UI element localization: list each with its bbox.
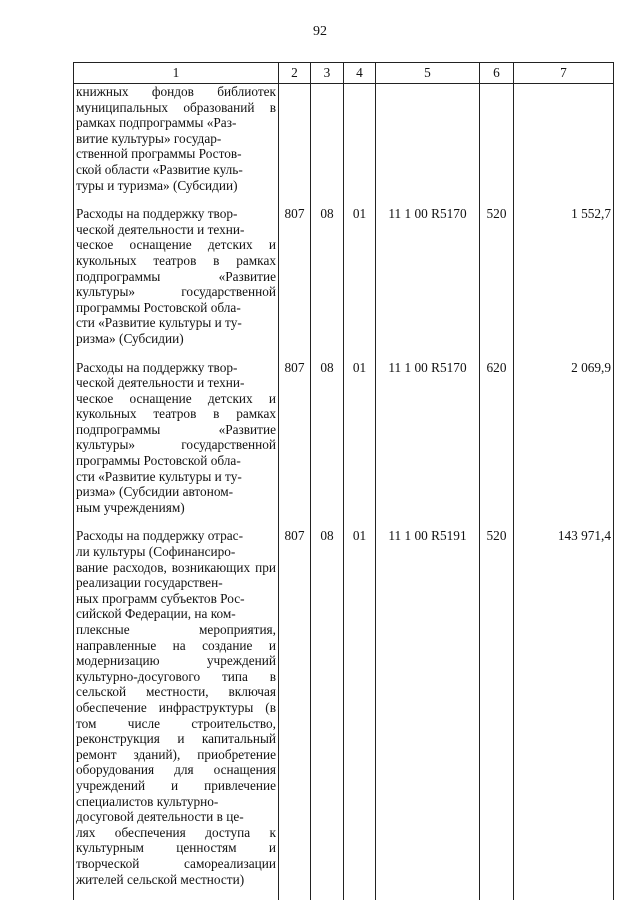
row-subsection: 01 xyxy=(344,528,376,900)
column-header-subsection: 4 xyxy=(344,63,376,84)
row-section: 08 xyxy=(311,528,344,900)
column-header-type: 6 xyxy=(480,63,514,84)
row-amount xyxy=(514,84,614,207)
row-ministry: 807 xyxy=(279,360,311,529)
row-subsection: 01 xyxy=(344,360,376,529)
row-ministry: 807 xyxy=(279,528,311,900)
column-header-target: 5 xyxy=(376,63,480,84)
budget-table xyxy=(73,62,614,900)
row-section: 08 xyxy=(311,360,344,529)
row-target: 11 1 00 R5170 xyxy=(376,360,480,529)
row-type: 520 xyxy=(480,206,514,359)
row-section xyxy=(311,84,344,207)
row-target: 11 1 00 R5191 xyxy=(376,528,480,900)
row-subsection: 01 xyxy=(344,206,376,359)
column-header-ministry: 2 xyxy=(279,63,311,84)
row-description: Расходы на поддержку твор- ческой деятельности и техни- ческое оснащение детских и кукольных театров в рамках подпрограммы «Развитие культуры» государственной программы Ростовской обла- сти «Развитие культуры и ту- ризма» (Субсидии) xyxy=(74,206,279,359)
row-amount: 1 552,7 xyxy=(514,206,614,359)
column-header-section: 3 xyxy=(311,63,344,84)
table-header-row xyxy=(74,63,614,84)
row-type xyxy=(480,84,514,207)
table-row xyxy=(74,206,614,359)
table-row xyxy=(74,360,614,529)
row-description: Расходы на поддержку отрас- ли культуры (Софинансиро- вание расходов, возникающих при реализации государствен- ных программ субъектов Рос- сийской Федерации, на ком- плексные мероприятия, направленные на создание и модернизацию учреждений культурно-досугового типа в сельской местности, включая обеспечение инфраструктуры (в том числе строительство, реконструкция и капитальный ремонт зданий), приобретение оборудования для оснащения учреждений и привлечение специалистов культурно- досуговой деятельности в це- лях обеспечения доступа к культурным ценностям и творческой самореализации жителей сельской местности) xyxy=(74,528,279,900)
row-description: Расходы на поддержку твор- ческой деятельности и техни- ческое оснащение детских и кукольных театров в рамках подпрограммы «Развитие культуры» государственной программы Ростовской обла- сти «Развитие культуры и ту- ризма» (Субсидии автоном- ным учреждениям) xyxy=(74,360,279,529)
column-header-description: 1 xyxy=(74,63,279,84)
table-row xyxy=(74,528,614,900)
row-amount: 143 971,4 xyxy=(514,528,614,900)
page-number: 92 xyxy=(313,24,327,39)
row-subsection xyxy=(344,84,376,207)
row-type: 520 xyxy=(480,528,514,900)
row-amount: 2 069,9 xyxy=(514,360,614,529)
row-target: 11 1 00 R5170 xyxy=(376,206,480,359)
column-header-amount: 7 xyxy=(514,63,614,84)
row-type: 620 xyxy=(480,360,514,529)
row-description: книжных фондов библиотек муниципальных образований в рамках подпрограммы «Раз- витие культуры» государ- ственной программы Ростов- ской области «Развитие куль- туры и туризма» (Субсидии) xyxy=(74,84,279,207)
table-row xyxy=(74,84,614,207)
row-section: 08 xyxy=(311,206,344,359)
row-target xyxy=(376,84,480,207)
row-ministry xyxy=(279,84,311,207)
row-ministry: 807 xyxy=(279,206,311,359)
